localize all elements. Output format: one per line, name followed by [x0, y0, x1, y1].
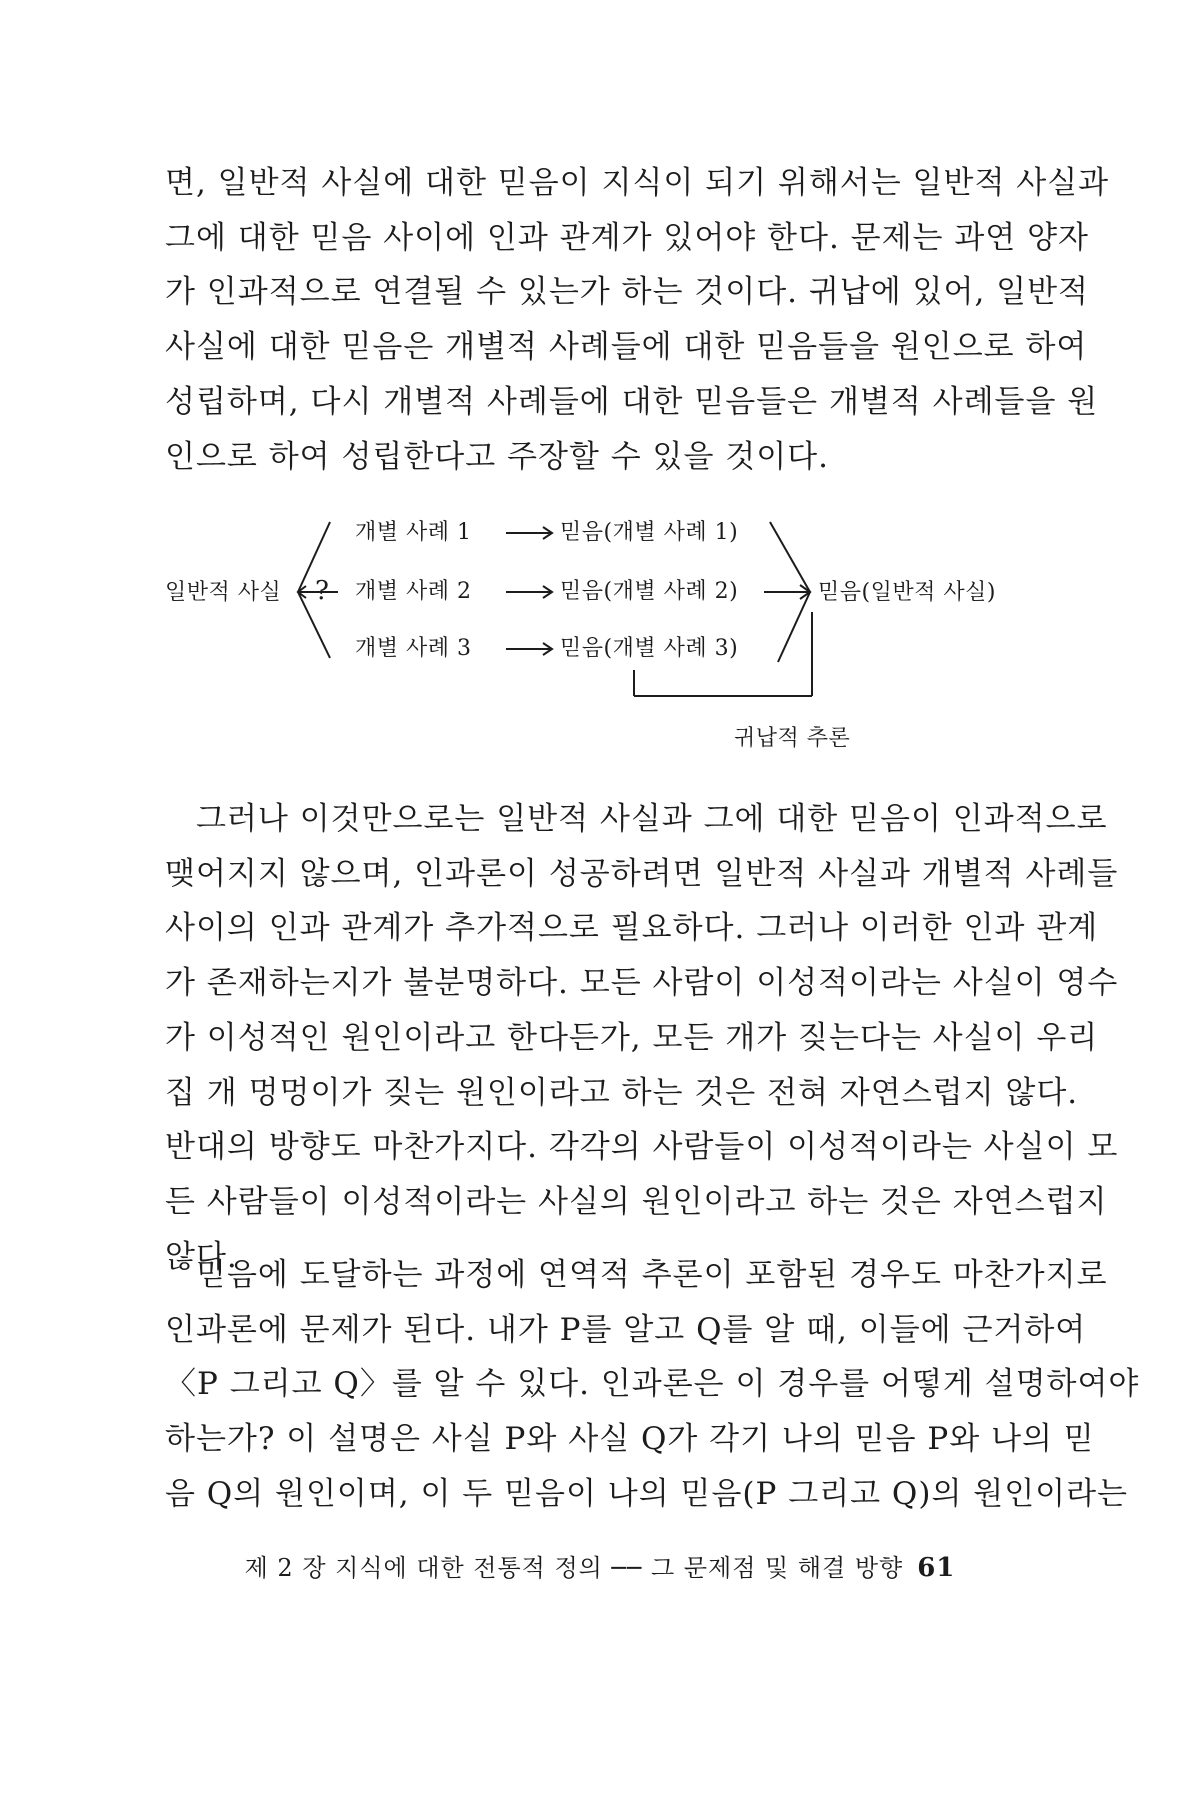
paragraph-2: [165, 792, 1119, 1284]
case-3-label: 개별 사례 3: [355, 636, 472, 661]
belief-case-2-label: 믿음(개별 사례 2): [560, 579, 739, 604]
text-line: 든 사람들이 이성적이라는 사실의 원인이라고 하는 것은 자연스럽지: [165, 1183, 1108, 1220]
page-footer: [0, 1548, 1200, 1583]
text-line: 믿음에 도달하는 과정에 연역적 추론이 포함된 경우도 마찬가지로: [196, 1257, 1108, 1293]
case-2-label: 개별 사례 2: [355, 579, 472, 604]
belief-case-1-label: 믿음(개별 사례 1): [560, 520, 739, 545]
text-line: 음 Q의 원인이며, 이 두 믿음이 나의 믿음(P 그리고 Q)의 원인이라는: [165, 1475, 1128, 1512]
text-line: 사실에 대한 믿음은 개별적 사례들에 대한 믿음들을 원인으로 하여: [165, 329, 1088, 366]
question-mark: ?: [315, 576, 330, 606]
paragraph-3: [165, 1248, 1140, 1522]
page-number: 61: [917, 1553, 956, 1583]
converge-line-upper: [770, 522, 810, 592]
text-line: 않다.: [165, 1238, 238, 1275]
text-line: 가 존재하는지가 불분명하다. 모든 사람이 이성적이라는 사실이 영수: [165, 965, 1119, 1002]
converge-line-lower: [778, 592, 810, 662]
text-line: 집 개 멍멍이가 짖는 원인이라고 하는 것은 전혀 자연스럽지 않다.: [165, 1074, 1079, 1111]
text-line: 가 이성적인 원인이라고 한다든가, 모든 개가 짖는다는 사실이 우리: [165, 1019, 1099, 1056]
text-line: 하는가? 이 설명은 사실 P와 사실 Q가 각기 나의 믿음 P와 나의 믿: [165, 1421, 1095, 1458]
text-line: 성립하며, 다시 개별적 사례들에 대한 믿음들은 개별적 사례들을 원: [165, 383, 1099, 420]
text-line: 그에 대한 믿음 사이에 인과 관계가 있어야 한다. 문제는 과연 양자: [165, 219, 1089, 256]
inductive-inference-label: 귀납적 추론: [734, 726, 851, 751]
text-line: 가 인과적으로 연결될 수 있는가 하는 것이다. 귀납에 있어, 일반적: [165, 274, 1089, 311]
general-belief-label: 믿음(일반적 사실): [818, 580, 996, 605]
case-1-label: 개별 사례 1: [355, 520, 472, 545]
text-line: 인으로 하여 성립한다고 주장할 수 있을 것이다.: [165, 438, 829, 475]
belief-case-3-label: 믿음(개별 사례 3): [560, 636, 739, 661]
chapter-title: 제 2 장 지식에 대한 전통적 정의 ── 그 문제점 및 해결 방향: [244, 1554, 904, 1582]
induction-diagram: [0, 500, 1200, 780]
text-line: 〈P 그리고 Q〉를 알 수 있다. 인과론은 이 경우를 어떻게 설명하여야: [165, 1366, 1140, 1403]
text-line: 반대의 방향도 마찬가지다. 각각의 사람들이 이성적이라는 사실이 모: [165, 1129, 1119, 1166]
text-line: 그러나 이것만으로는 일반적 사실과 그에 대한 믿음이 인과적으로: [196, 801, 1108, 837]
text-line: 사이의 인과 관계가 추가적으로 필요하다. 그러나 이러한 인과 관계: [165, 910, 1099, 947]
paragraph-1: [165, 156, 1110, 484]
text-line: 맺어지지 않으며, 인과론이 성공하려면 일반적 사실과 개별적 사례들: [165, 855, 1119, 892]
general-fact-label: 일반적 사실: [165, 580, 282, 605]
text-line: 인과론에 문제가 된다. 내가 P를 알고 Q를 알 때, 이들에 근거하여: [165, 1311, 1087, 1348]
text-line: 면, 일반적 사실에 대한 믿음이 지식이 되기 위해서는 일반적 사실과: [165, 165, 1110, 201]
